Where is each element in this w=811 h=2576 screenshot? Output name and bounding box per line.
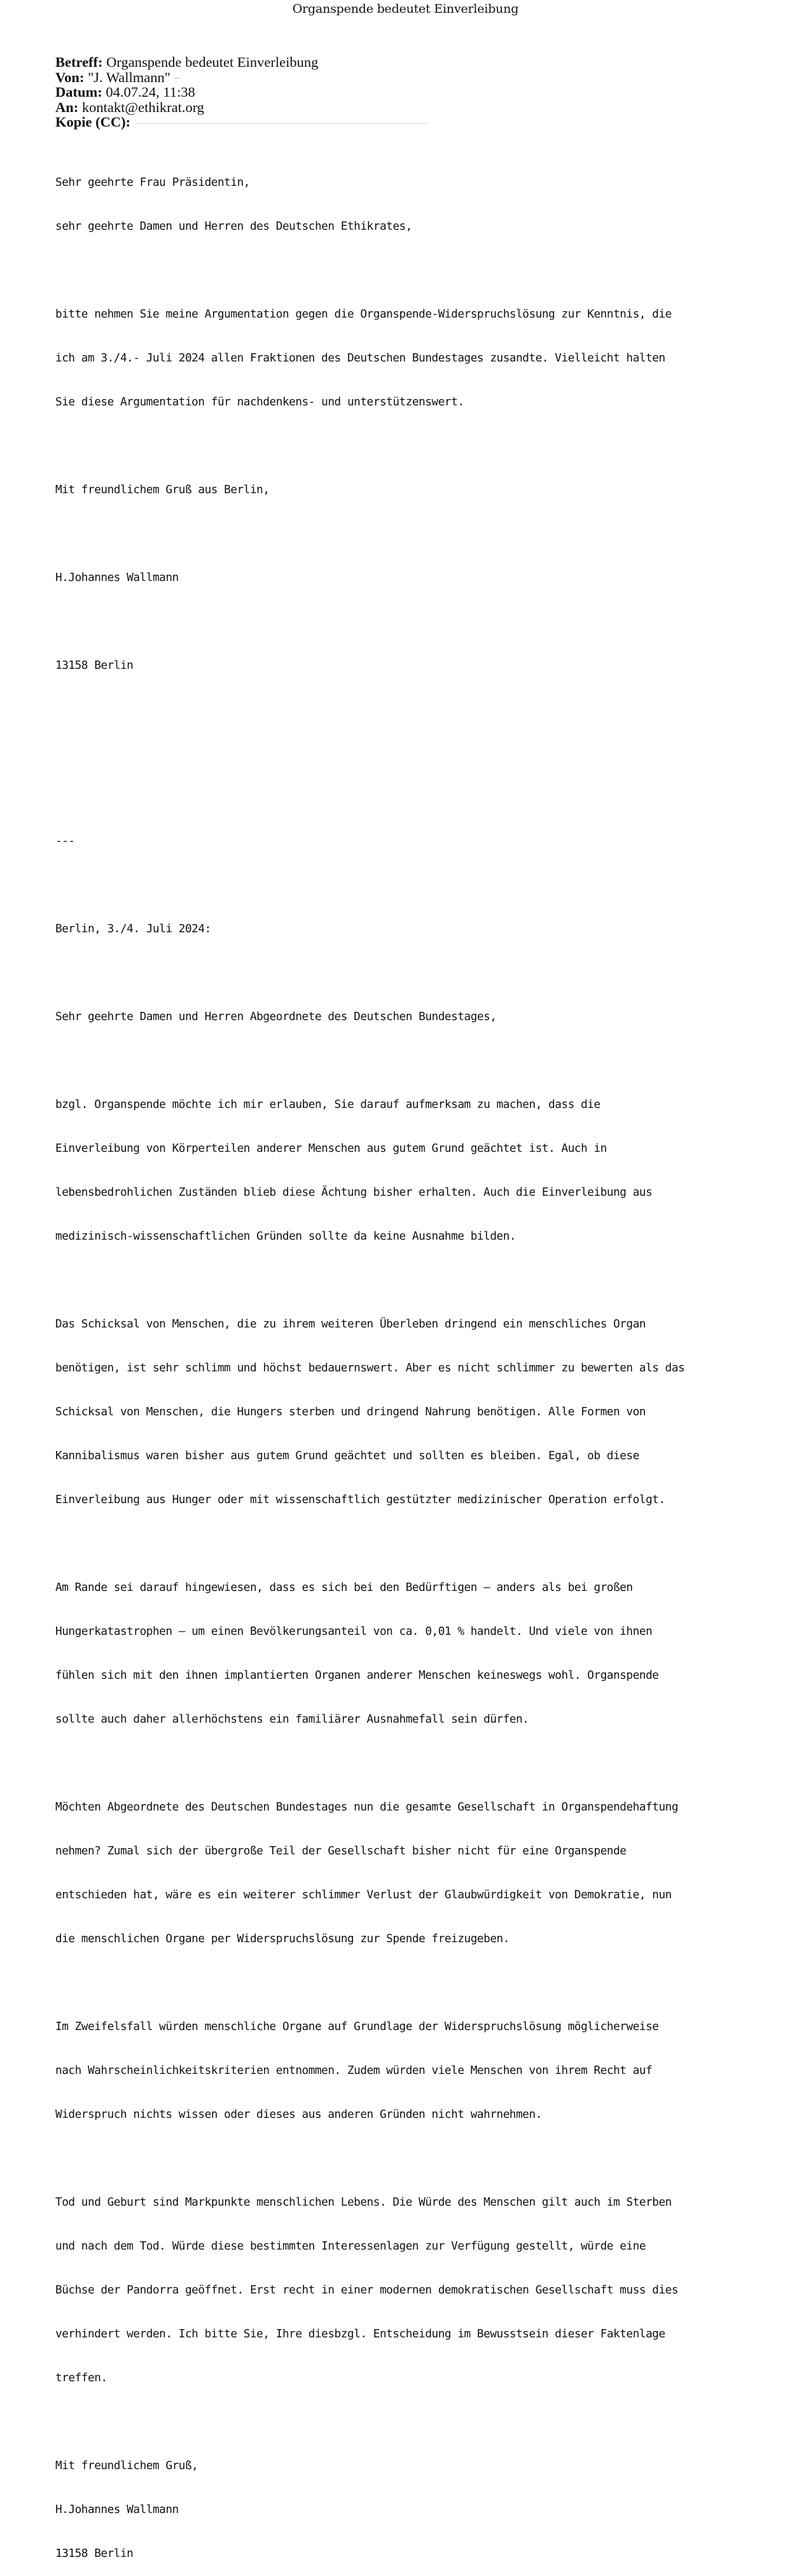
- signature-name: H.Johannes Wallmann: [55, 2503, 179, 2516]
- signature-city: 13158 Berlin: [55, 2547, 134, 2560]
- body-line: Kannibalismus waren bisher aus gutem Grund geächtet und sollten es bleiben. Egal, ob diese: [55, 1450, 639, 1462]
- body-line: fühlen sich mit den ihnen implantierten Organen anderer Menschen keineswegs wohl. Organspende: [55, 1669, 659, 1682]
- cc-redaction: [135, 123, 429, 124]
- from-value: "J. Wallmann": [88, 69, 170, 85]
- signature-name: H.Johannes Wallmann: [55, 571, 179, 584]
- body-line: Sie diese Argumentation für nachdenkens- und unterstützenswert.: [55, 396, 464, 409]
- body-line: Büchse der Pandorra geöffnet. Erst recht in einer modernen demokratischen Gesellschaft muss dies: [55, 2284, 679, 2297]
- body-line: Schicksal von Menschen, die Hungers sterben und dringend Nahrung benötigen. Alle Formen von: [55, 1406, 646, 1418]
- page-title: Organspende bedeutet Einverleibung: [292, 2, 519, 16]
- body-line: Tod und Geburt sind Markpunkte menschlichen Lebens. Die Würde des Menschen gilt auch im Sterben: [55, 2196, 672, 2209]
- body-line: bitte nehmen Sie meine Argumentation gegen die Organspende-Widerspruchslösung zur Kenntnis, die: [55, 308, 672, 321]
- dateline: Berlin, 3./4. Juli 2024:: [55, 923, 211, 935]
- subject-value: Organspende bedeutet Einverleibung: [106, 54, 319, 70]
- cc-key: Kopie (CC):: [55, 114, 131, 130]
- separator: ---: [55, 835, 75, 848]
- closing-line: Mit freundlichem Gruß aus Berlin,: [55, 484, 270, 496]
- body-line: Einverleibung aus Hunger oder mit wissenschaftlich gestützter medizinischer Operation erfolgt.: [55, 1494, 665, 1506]
- from-line: [55, 70, 429, 85]
- signature-city: 13158 Berlin: [55, 659, 134, 672]
- to-line: [55, 100, 429, 115]
- email-header: [55, 55, 429, 130]
- body-line: treffen.: [55, 2372, 107, 2384]
- body-line: bzgl. Organspende möchte ich mir erlauben, Sie darauf aufmerksam zu machen, dass die: [55, 1098, 600, 1111]
- salutation-line: Sehr geehrte Damen und Herren Abgeordnete des Deutschen Bundestages,: [55, 1011, 497, 1023]
- redaction-mark: [174, 78, 179, 79]
- salutation-line: Sehr geehrte Frau Präsidentin,: [55, 176, 250, 189]
- body-line: nehmen? Zumal sich der übergroße Teil der Gesellschaft bisher nicht für eine Organspende: [55, 1845, 627, 1858]
- body-line: entschieden hat, wäre es ein weiterer schlimmer Verlust der Glaubwürdigkeit von Demokratie, nun: [55, 1889, 672, 1901]
- to-value: kontakt@ethikrat.org: [81, 99, 205, 115]
- body-line: benötigen, ist sehr schlimm und höchst bedauernswert. Aber es nicht schlimmer zu bewerten als das: [55, 1362, 685, 1375]
- body-line: die menschlichen Organe per Widerspruchslösung zur Spende freizugeben.: [55, 1933, 509, 1945]
- body-line: und nach dem Tod. Würde diese bestimmten Interessenlagen zur Verfügung gestellt, würde eine: [55, 2240, 646, 2253]
- body-line: ich am 3./4.- Juli 2024 allen Fraktionen des Deutschen Bundestages zusandte. Vielleicht halten: [55, 352, 665, 365]
- body-line: Das Schicksal von Menschen, die zu ihrem weiteren Überleben dringend ein menschliches Organ: [55, 1318, 646, 1331]
- date-key: Datum:: [55, 84, 102, 101]
- body-line: Einverleibung von Körperteilen anderer Menschen aus gutem Grund geächtet ist. Auch in: [55, 1142, 607, 1155]
- body-line: verhindert werden. Ich bitte Sie, Ihre diesbzgl. Entscheidung im Bewusstsein dieser Faktenlage: [55, 2328, 665, 2341]
- cc-line: [55, 115, 429, 130]
- date-value: 04.07.24, 11:38: [106, 84, 195, 101]
- body-line: lebensbedrohlichen Zuständen blieb diese Ächtung bisher erhalten. Auch die Einverleibung aus: [55, 1186, 653, 1199]
- to-key: An:: [55, 99, 79, 115]
- email-body: [55, 146, 793, 2576]
- body-line: nach Wahrscheinlichkeitskriterien entnommen. Zudem würden viele Menschen von ihrem Recht auf: [55, 2064, 653, 2077]
- subject-key: Betreff:: [55, 54, 103, 70]
- body-line: Möchten Abgeordnete des Deutschen Bundestages nun die gesamte Gesellschaft in Organspendehaftung: [55, 1801, 679, 1814]
- body-line: sollte auch daher allerhöchstens ein familiärer Ausnahmefall sein dürfen.: [55, 1713, 529, 1726]
- body-line: Am Rande sei darauf hingewiesen, dass es sich bei den Bedürftigen – anders als bei großen: [55, 1581, 633, 1594]
- body-line: medizinisch-wissenschaftlichen Gründen sollte da keine Ausnahme bilden.: [55, 1230, 516, 1243]
- body-line: Im Zweifelsfall würden menschliche Organe auf Grundlage der Widerspruchslösung möglicherweise: [55, 2020, 659, 2033]
- subject-line: [55, 55, 429, 70]
- closing-line: Mit freundlichem Gruß,: [55, 2460, 198, 2472]
- date-line: [55, 85, 429, 100]
- salutation-line: sehr geehrte Damen und Herren des Deutschen Ethikrates,: [55, 220, 412, 233]
- body-line: Hungerkatastrophen – um einen Bevölkerungsanteil von ca. 0,01 % handelt. Und viele von ihnen: [55, 1625, 653, 1638]
- body-line: Widerspruch nichts wissen oder dieses aus anderen Gründen nicht wahrnehmen.: [55, 2108, 542, 2121]
- from-key: Von:: [55, 69, 85, 85]
